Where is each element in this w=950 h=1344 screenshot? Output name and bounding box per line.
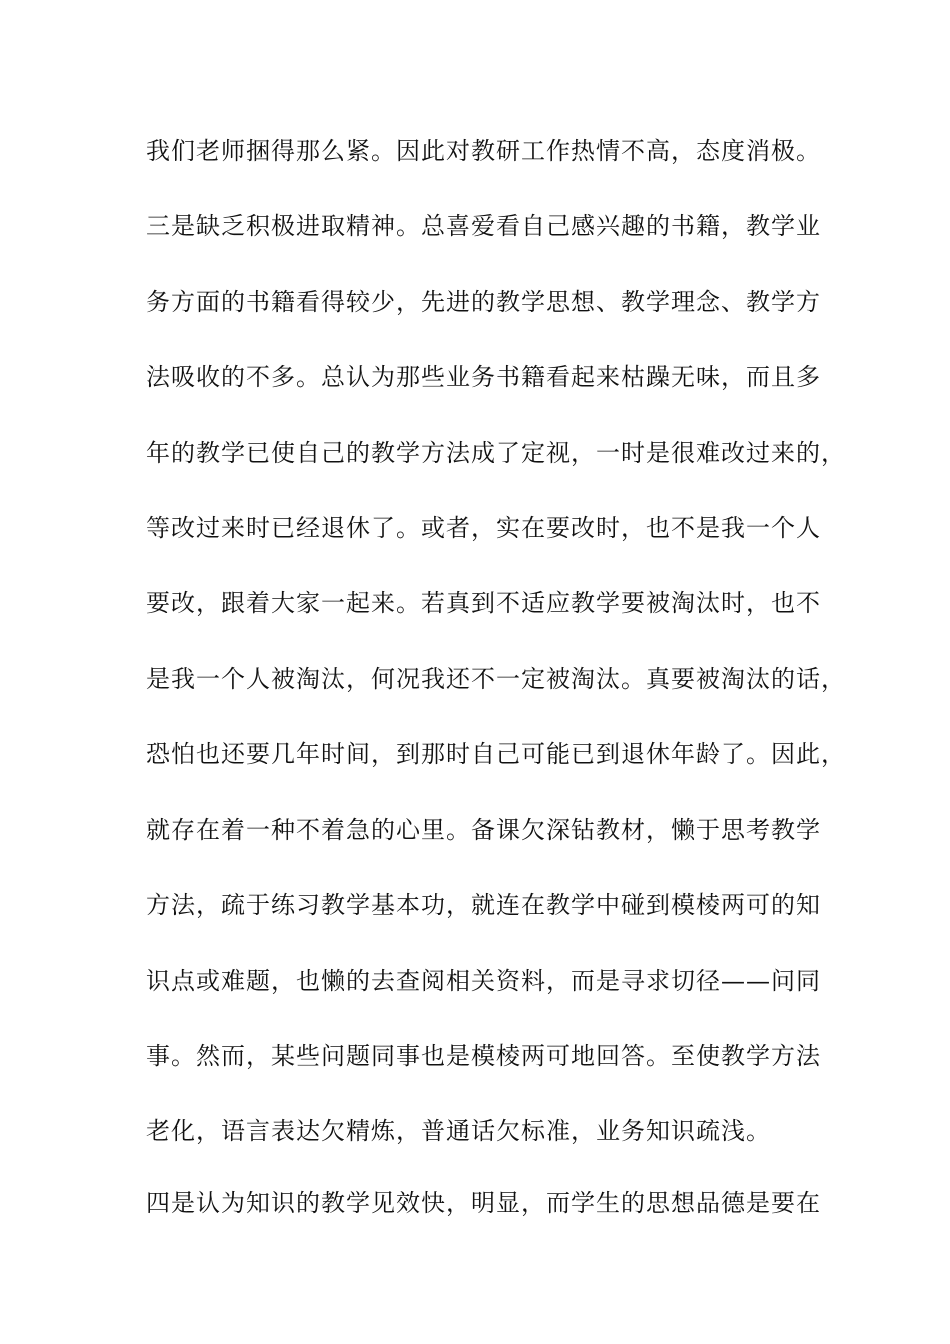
- text-line: 恐怕也还要几年时间，到那时自己可能已到退休年龄了。因此，: [146, 740, 846, 768]
- text-line: 四是认为知识的教学见效快，明显，而学生的思想品德是要在: [146, 1189, 821, 1217]
- text-line: 方法，疏于练习教学基本功，就连在教学中碰到模棱两可的知: [146, 891, 821, 919]
- text-line: 识点或难题，也懒的去查阅相关资料，而是寻求切径——问同: [146, 967, 821, 995]
- text-line: 事。然而，某些问题同事也是模棱两可地回答。至使教学方法: [146, 1042, 821, 1070]
- text-line: 就存在着一种不着急的心里。备课欠深钻教材，懒于思考教学: [146, 816, 821, 844]
- text-line: 要改，跟着大家一起来。若真到不适应教学要被淘汰时，也不: [146, 589, 821, 617]
- text-line: 等改过来时已经退休了。或者，实在要改时，也不是我一个人: [146, 514, 821, 542]
- text-line: 老化，语言表达欠精炼，普通话欠标准，业务知识疏浅。: [146, 1117, 771, 1145]
- text-line: 我们老师捆得那么紧。因此对教研工作热情不高，态度消极。: [146, 137, 821, 165]
- text-line: 年的教学已使自己的教学方法成了定视，一时是很难改过来的，: [146, 439, 846, 467]
- text-line: 三是缺乏积极进取精神。总喜爱看自己感兴趣的书籍，教学业: [146, 212, 821, 240]
- text-line: 法吸收的不多。总认为那些业务书籍看起来枯躁无味，而且多: [146, 363, 821, 391]
- text-line: 务方面的书籍看得较少，先进的教学思想、教学理念、教学方: [146, 288, 821, 316]
- text-line: 是我一个人被淘汰，何况我还不一定被淘汰。真要被淘汰的话，: [146, 665, 846, 693]
